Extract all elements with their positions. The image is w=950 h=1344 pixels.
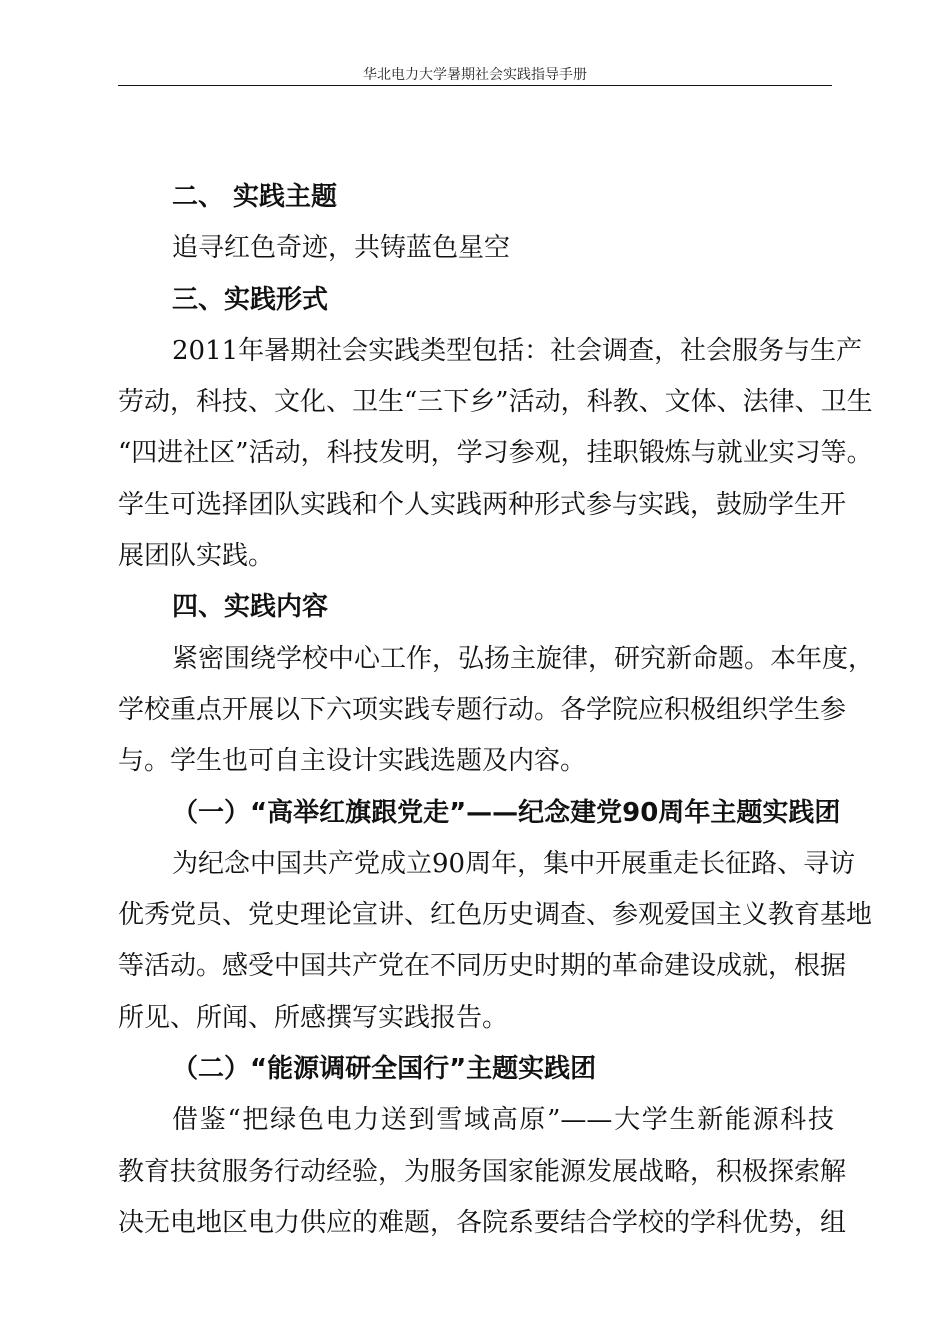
theme-text: 追寻红色奇迹，共铸蓝色星空 [172,233,511,264]
paragraph-line: 学生可选择团队实践和个人实践两种形式参与实践，鼓励学生开 [118,489,847,520]
paragraph-line: “四进社区”活动，科技发明，学习参观，挂职锻炼与就业实习等。 [118,438,873,469]
paragraph-line: 展团队实践。 [118,541,275,572]
paragraph-line: 2011年暑期社会实践类型包括：社会调查，社会服务与生产 [172,335,863,366]
section-heading-3: 三、实践形式 [172,284,329,315]
header-divider [118,85,832,86]
section-heading-4: 四、实践内容 [172,592,329,623]
paragraph-line: 借鉴“把绿色电力送到雪域高原”——大学生新能源科技 [172,1105,834,1136]
paragraph-line: 优秀党员、党史理论宣讲、红色历史调查、参观爱国主义教育基地 [118,900,873,931]
subsection-heading-1: （一）“高举红旗跟党走”——纪念建党90周年主题实践团 [172,797,841,828]
header-title: 华北电力大学暑期社会实践指导手册 [363,67,587,83]
paragraph-line: 为纪念中国共产党成立90周年，集中开展重走长征路、寻访 [172,848,856,879]
paragraph-line: 紧密围绕学校中心工作，弘扬主旋律，研究新命题。本年度， [172,643,875,674]
paragraph-line: 决无电地区电力供应的难题，各院系要结合学校的学科优势，组 [118,1207,847,1238]
paragraph-line: 等活动。感受中国共产党在不同历史时期的革命建设成就，根据 [118,951,847,982]
paragraph-line: 学校重点开展以下六项实践专题行动。各学院应积极组织学生参 [118,694,847,725]
paragraph-line: 劳动，科技、文化、卫生“三下乡”活动，科教、文体、法律、卫生 [118,387,873,418]
section-heading-2: 二、 实践主题 [172,182,338,212]
paragraph-line: 教育扶贫服务行动经验，为服务国家能源发展战略，积极探索解 [118,1156,847,1187]
paragraph-line: 所见、所闻、所感撰写实践报告。 [118,1002,509,1033]
paragraph-line: 与。学生也可自主设计实践选题及内容。 [118,746,587,777]
subsection-heading-2: （二）“能源调研全国行”主题实践团 [172,1054,597,1085]
document-body [118,172,875,1249]
